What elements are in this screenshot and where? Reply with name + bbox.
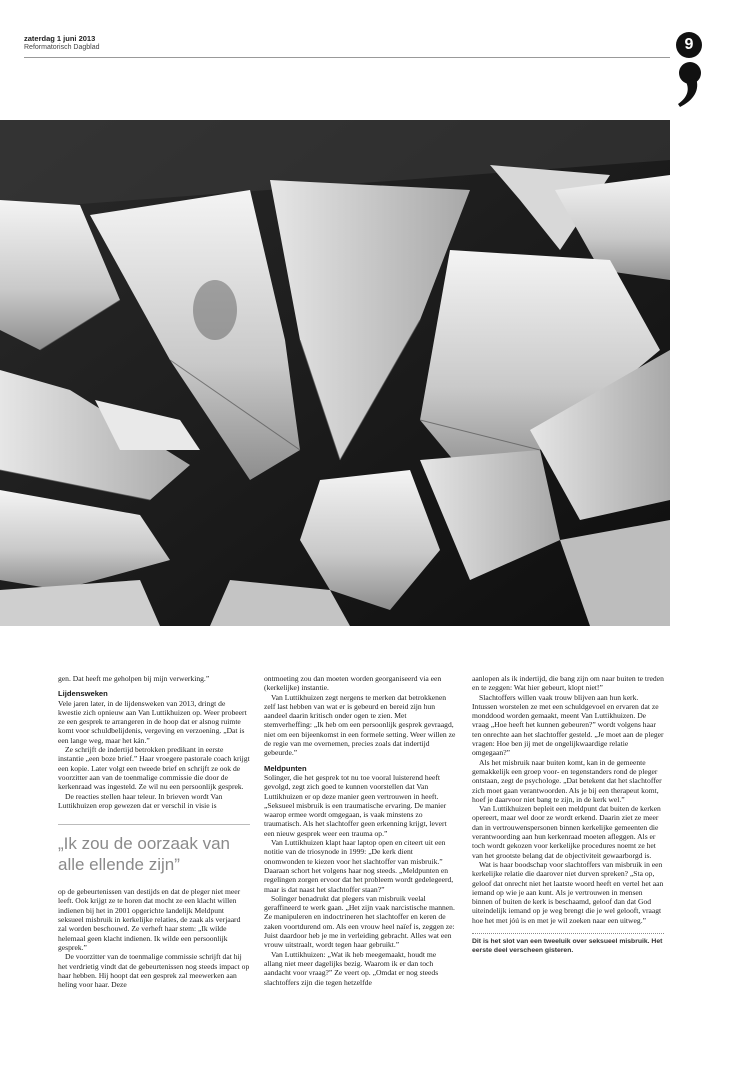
paragraph: Van Luttikhuizen bepleit een meldpunt dat buiten de kerken opereert, maar wel door ze wordt erkend. Daarin ziet ze meer dan in vertrouwenspersonen binnen kerkelijke gemeenten die verantwoording aan hun kerkenraad moeten afleggen. Als er toch wordt gekozen voor kerkelijke procedures noemt ze het van het grootste belang dat de objectiviteit gewaarborgd is. <box>472 804 661 860</box>
article-column-2 <box>264 674 456 987</box>
subheading-lijdensweken: Lijdensweken <box>58 689 108 699</box>
shattered-glass-photo <box>0 120 670 626</box>
paragraph: Wat is haar boodschap voor slachtoffers van misbruik in een kerkelijke relatie die daarover niet durven spreken? „Sta op, geloof dat onrecht niet het laatste woord heeft en vertel het aan iemand op wie je aan kunt. Als je vertrouwen in mensen binnen of buiten de kerk is beschaamd, geloof dan dat God uiteindelijk iemand op je weg brengt die je wel gelooft, vraagt hoe het met jóú is en met je wil zoeken naar een uitweg.” <box>472 859 664 925</box>
paragraph: Solinger benadrukt dat plegers van misbruik veelal geraffineerd te werk gaan. „Het zijn vaak narcistische mannen. Ze manipuleren en indoctrineren het slachtoffer en keren de zaken voortdurend om. Als een vrouw heel naïef is, zeggen ze: Juist daardoor heb je me in verleiding gebracht. Alles wat een vrouw uitstraalt, wordt tegen haar gebruikt.” <box>264 893 455 950</box>
paragraph: Van Luttikhuizen klapt haar laptop open en citeert uit een notitie van de triosynode in 1999: „De kerk dient onomwonden te kiezen voor het slachtoffer van misbruik.” Daaraan schort het volgens haar nog steeds. „Meldpunten en regelingen zorgen ervoor dat het probleem wordt gedelegeerd, maar is dat naast het slachtoffer staan?” <box>264 838 454 894</box>
paragraph: Van Luttikhuizen: „Wat ik heb meegemaakt, houdt me allang niet meer dagelijks bezig. Waarom ik er dan toch aandacht voor vraag?” Ze veert op. „Omdat er nog steeds slachtoffers zijn die tegen hetzelfde <box>264 949 439 987</box>
paragraph: Ze schrijft de indertijd betrokken predikant in eerste instantie „een boze brief.” Haar vroegere pastorale coach krijgt een kopie. Later volgt een tweede brief en schrijft ze ook de voorzitter aan van de toenmalige commissie die door de kerkenraad was ingesteld. Ze wil nu een persoonlijk gesprek. <box>58 745 250 792</box>
article-endnote: Dit is het slot van een tweeluik over seksueel misbruik. Het eerste deel verscheen gisteren. <box>472 938 663 954</box>
pull-quote: „Ik zou de oorzaak van alle ellende zijn” <box>58 824 250 875</box>
endnote-divider <box>472 933 664 934</box>
article-column-3 <box>472 674 664 955</box>
article-column-1 <box>58 674 250 989</box>
subheading-meldpunten: Meldpunten <box>264 763 307 773</box>
paragraph: gen. Dat heeft me geholpen bij mijn verwerking.” <box>58 674 210 683</box>
paragraph: Slachtoffers willen vaak trouw blijven aan hun kerk. Intussen worstelen ze met een schuldgevoel en ervaren dat ze monddood worden gemaakt, meent Van Luttikhuizen. De vraag „Hoe heeft het kunnen gebeuren?” wordt volgens haar ten onrechte aan het slachtoffer gesteld. „Je moet aan de pleger vragen: Hoe ben jij met de ongelijkwaardige relatie omgegaan?” <box>472 692 664 758</box>
paragraph: Als het misbruik naar buiten komt, kan in de gemeente gemakkelijk een groep voor- en tegenstanders rond de pleger ontstaan, zegt de psychologe. „Dat betekent dat het slachtoffer zich moet gaan verantwoorden. Als je bij een therapeut komt, hoef je daarvoor niet bang te zijn, in de kerk wel.” <box>472 757 662 804</box>
header-divider <box>24 57 670 58</box>
page-header <box>24 34 670 51</box>
page-number-badge: 9 <box>676 32 702 58</box>
paragraph: De voorzitter van de toenmalige commissie schrijft dat hij het verdrietig vindt dat de gebeurtenissen nog steeds impact op haar hebben. Hij hoopt dat een gesprek zal meewerken aan heling voor haar. Deze <box>58 952 250 990</box>
shattered-glass-icon <box>0 120 670 626</box>
paragraph: aanlopen als ik indertijd, die bang zijn om naar buiten te treden en te zeggen: Wat hier gebeurt, klopt niet!” <box>472 674 664 693</box>
paragraph: ontmoeting zou dan moeten worden georganiseerd via een (kerkelijke) instantie. <box>264 674 442 693</box>
issue-date: zaterdag 1 juni 2013 <box>24 34 96 43</box>
paragraph: Vele jaren later, in de lijdensweken van 2013, dringt de kwestie zich opnieuw aan Van Luttikhuizen op. Weer probeert ze een gesprek te arrangeren in de hoop dat er alsnog ruimte komt voor schuldbelijdenis, vergeving en verzoening. „Dat is een lange weg, maar het kán.” <box>58 698 247 745</box>
paragraph: op de gebeurtenissen van destijds en dat de pleger niet meer leeft. Ook krijgt ze te horen dat mocht ze een klacht willen indienen bij het in 2001 opgerichte landelijk Meldpunt seksueel misbruik in kerkelijke relaties, de zaak als verjaard zal worden beschouwd. Ze verheft haar stem: „Ik wilde helemaal geen klacht indienen. Ik wilde een persoonlijk gesprek.” <box>58 887 241 952</box>
paragraph: Van Luttikhuizen zegt nergens te merken dat betrokkenen zelf last hebben van wat er is gebeurd en bereid zijn hun aandeel daarin kritisch onder ogen te zien. Met stemverheffing: „Ik heb om een persoonlijk gesprek gevraagd, niet om een bijeenkomst in een formele setting. Weer willen ze de regie van me overnemen, precies zoals dat indertijd gebeurde.” <box>264 692 456 758</box>
newspaper-name: Reformatorisch Dagblad <box>24 44 100 51</box>
paragraph: De reacties stellen haar teleur. In brieven wordt Van Luttikhuizen erop gewezen dat er verschil in visie is <box>58 791 223 810</box>
comma-logo-icon <box>676 60 704 108</box>
paragraph: Solinger, die het gesprek tot nu toe vooral luisterend heeft gevolgd, zegt zich goed te kunnen voorstellen dat Van Luttikhuizen er op deze manier geen vertrouwen in heeft. „Seksueel misbruik is een traumatische ervaring. De manier waarop ermee wordt omgegaan, is vaak minstens zo traumatisch. Als het slachtoffer geen erkenning krijgt, levert een nieuw gesprek weer een trauma op.” <box>264 772 447 838</box>
